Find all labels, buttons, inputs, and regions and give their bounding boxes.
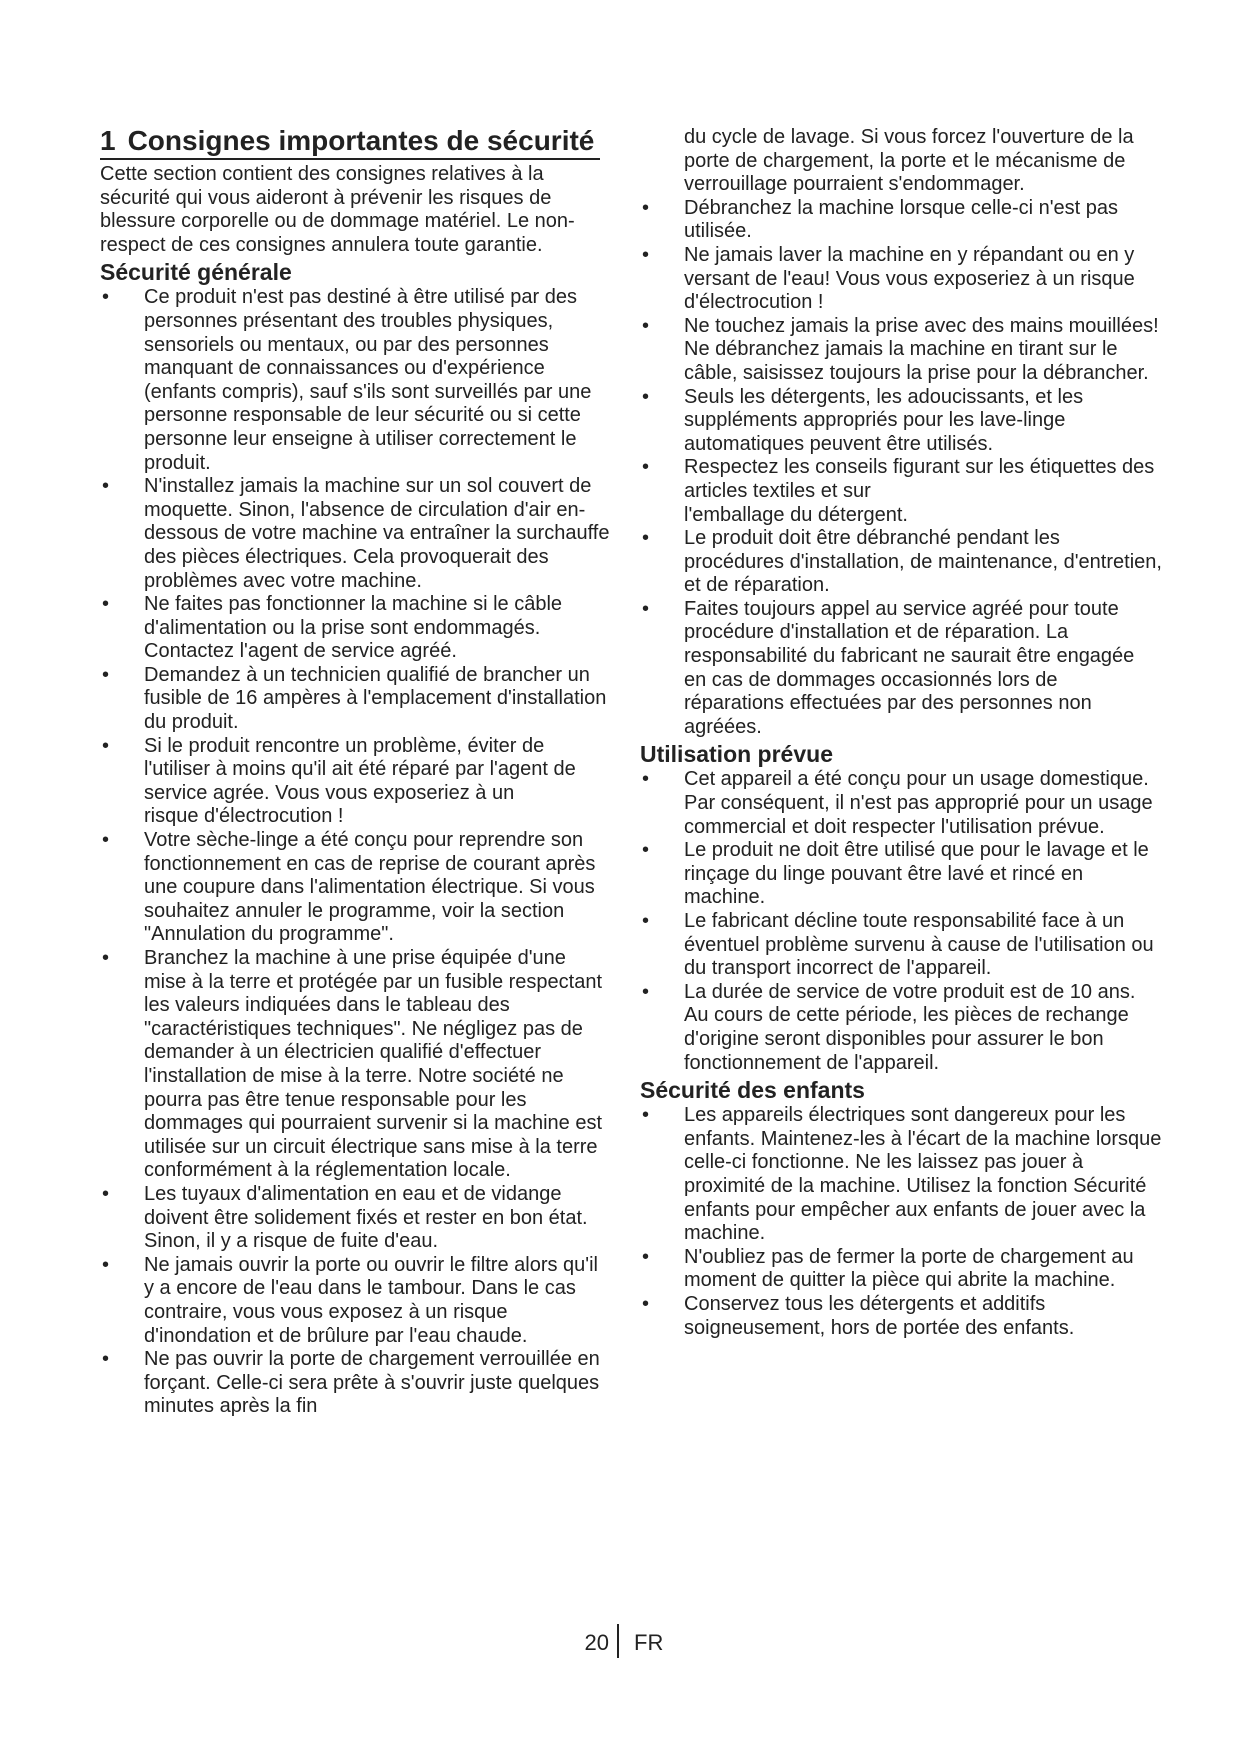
list-item: • Ne pas ouvrir la porte de chargement verrouillée en forçant. Celle-ci sera prête à s'ouvrir juste quelques minutes après la fin bbox=[100, 1348, 612, 1419]
list-item: • Votre sèche-linge a été conçu pour reprendre son fonctionnement en cas de reprise de courant après une coupure dans l'alimentation électrique. Si vous souhaitez annuler le programme, voir la section "Annulation du programme". bbox=[100, 829, 612, 947]
list-item: • N'oubliez pas de fermer la porte de chargement au moment de quitter la pièce qui abrite la machine. bbox=[640, 1246, 1162, 1293]
left-column bbox=[100, 126, 612, 1419]
list-item: • Cet appareil a été conçu pour un usage domestique. Par conséquent, il n'est pas approprié pour un usage commercial et doit respecter l'utilisation prévue. bbox=[640, 768, 1162, 839]
list-item: • Débranchez la machine lorsque celle-ci n'est pas utilisée. bbox=[640, 197, 1162, 244]
list-item: • Si le produit rencontre un problème, éviter de l'utiliser à moins qu'il ait été réparé par l'agent de service agrée. Vous vous exposeriez à un bbox=[100, 735, 612, 806]
list-item: • Ne faites pas fonctionner la machine si le câble d'alimentation ou la prise sont endommagés. Contactez l'agent de service agréé. bbox=[100, 593, 612, 664]
chapter-number: 1 bbox=[100, 125, 116, 156]
page-footer bbox=[0, 1624, 1241, 1664]
list-item: • Seuls les détergents, les adoucissants, et les suppléments appropriés pour les lave-linge automatiques peuvent être utilisés. bbox=[640, 386, 1162, 457]
list-item: • Ne jamais laver la machine en y répandant ou en y versant de l'eau! Vous vous exposeriez à un risque d'électrocution ! bbox=[640, 244, 1162, 315]
list-item: • Le produit doit être débranché pendant les procédures d'installation, de maintenance, d'entretien, et de réparation. bbox=[640, 527, 1162, 598]
list-item: • Faites toujours appel au service agréé pour toute procédure d'installation et de réparation. La responsabilité du fabricant ne saurait être engagée en cas de dommages occasionnés lors de réparations effectuées par des personnes non agréées. bbox=[640, 598, 1162, 740]
right-column bbox=[640, 126, 1162, 1340]
section-heading-intended-use: Utilisation prévue bbox=[640, 741, 833, 768]
general-list-continued bbox=[640, 126, 1162, 739]
list-item: • Ce produit n'est pas destiné à être utilisé par des personnes présentant des troubles physiques, sensoriels ou mentaux, ou par des personnes manquant de connaissances ou d'expérience (enfants compris), sauf s'ils sont surveillés par une personne responsable de leur sécurité ou si cette personne leur enseigne à utiliser correctement le produit. bbox=[100, 286, 612, 475]
page-title bbox=[100, 126, 600, 160]
list-item: • Conservez tous les détergents et additifs soigneusement, hors de portée des enfants. bbox=[640, 1293, 1162, 1340]
list-item: • N'installez jamais la machine sur un sol couvert de moquette. Sinon, l'absence de circulation d'air en-dessous de votre machine va entraîner la surchauffe des pièces électriques. Cela provoquerait des problèmes avec votre machine. bbox=[100, 475, 612, 593]
page-number: 20 bbox=[584, 1630, 609, 1655]
list-item: • Respectez les conseils figurant sur les étiquettes des articles textiles et sur bbox=[640, 456, 1162, 503]
chapter-title: Consignes importantes de sécurité bbox=[127, 125, 595, 156]
section-heading-child-safety: Sécurité des enfants bbox=[640, 1077, 865, 1104]
list-item: • Les appareils électriques sont dangereux pour les enfants. Maintenez-les à l'écart de la machine lorsque celle-ci fonctionne. Ne les laissez pas jouer à proximité de la machine. Utilisez la fonction Sécurité enfants pour empêcher aux enfants de jouer avec la machine. bbox=[640, 1104, 1162, 1246]
list-item: • Les tuyaux d'alimentation en eau et de vidange doivent être solidement fixés et rester en bon état. Sinon, il y a risque de fuite d'eau. bbox=[100, 1183, 612, 1254]
list-item-continued: l'emballage du détergent. bbox=[684, 503, 908, 526]
child-safety-list bbox=[640, 1104, 1162, 1340]
list-item: • Le produit ne doit être utilisé que pour le lavage et le rinçage du linge pouvant être lavé et rincé en machine. bbox=[640, 839, 1162, 910]
list-item: • Ne jamais ouvrir la porte ou ouvrir le filtre alors qu'il y a encore de l'eau dans le tambour. Dans le cas contraire, vous vous exposez à un risque d'inondation et de brûlure par l'eau chaude. bbox=[100, 1254, 612, 1348]
intro-paragraph: Cette section contient des consignes relatives à la sécurité qui vous aideront à prévenir les risques de blessure corporelle ou de dommage matériel. Le non-respect de ces consignes annulera toute garantie. bbox=[100, 163, 575, 256]
language-code: FR bbox=[634, 1630, 664, 1655]
intended-use-list bbox=[640, 768, 1162, 1075]
list-item-continued: risque d'électrocution ! bbox=[144, 805, 344, 828]
general-list bbox=[100, 286, 612, 1419]
list-item: • Demandez à un technicien qualifié de brancher un fusible de 16 ampères à l'emplacement d'installation du produit. bbox=[100, 664, 612, 735]
list-item: • La durée de service de votre produit est de 10 ans. Au cours de cette période, les pièces de rechange d'origine seront disponibles pour assurer le bon fonctionnement de l'appareil. bbox=[640, 981, 1162, 1075]
list-item-continued: du cycle de lavage. Si vous forcez l'ouverture de la porte de chargement, la porte et le mécanisme de verrouillage pourraient s'endommager. bbox=[684, 126, 1134, 196]
footer-divider bbox=[617, 1624, 619, 1658]
list-item: • Ne touchez jamais la prise avec des mains mouillées! Ne débranchez jamais la machine en tirant sur le câble, saisissez toujours la prise pour la débrancher. bbox=[640, 315, 1162, 386]
list-item: • Branchez la machine à une prise équipée d'une mise à la terre et protégée par un fusible respectant les valeurs indiquées dans le tableau des "caractéristiques techniques". Ne négligez pas de demander à un électricien qualifié d'effectuer l'installation de mise à la terre. Notre société ne pourra pas être tenue responsable pour les dommages qui pourraient survenir si la machine est utilisée sur un circuit électrique sans mise à la terre conformément à la réglementation locale. bbox=[100, 947, 612, 1183]
list-item: • Le fabricant décline toute responsabilité face à un éventuel problème survenu à cause de l'utilisation ou du transport incorrect de l'appareil. bbox=[640, 910, 1162, 981]
section-heading-general: Sécurité générale bbox=[100, 259, 292, 286]
